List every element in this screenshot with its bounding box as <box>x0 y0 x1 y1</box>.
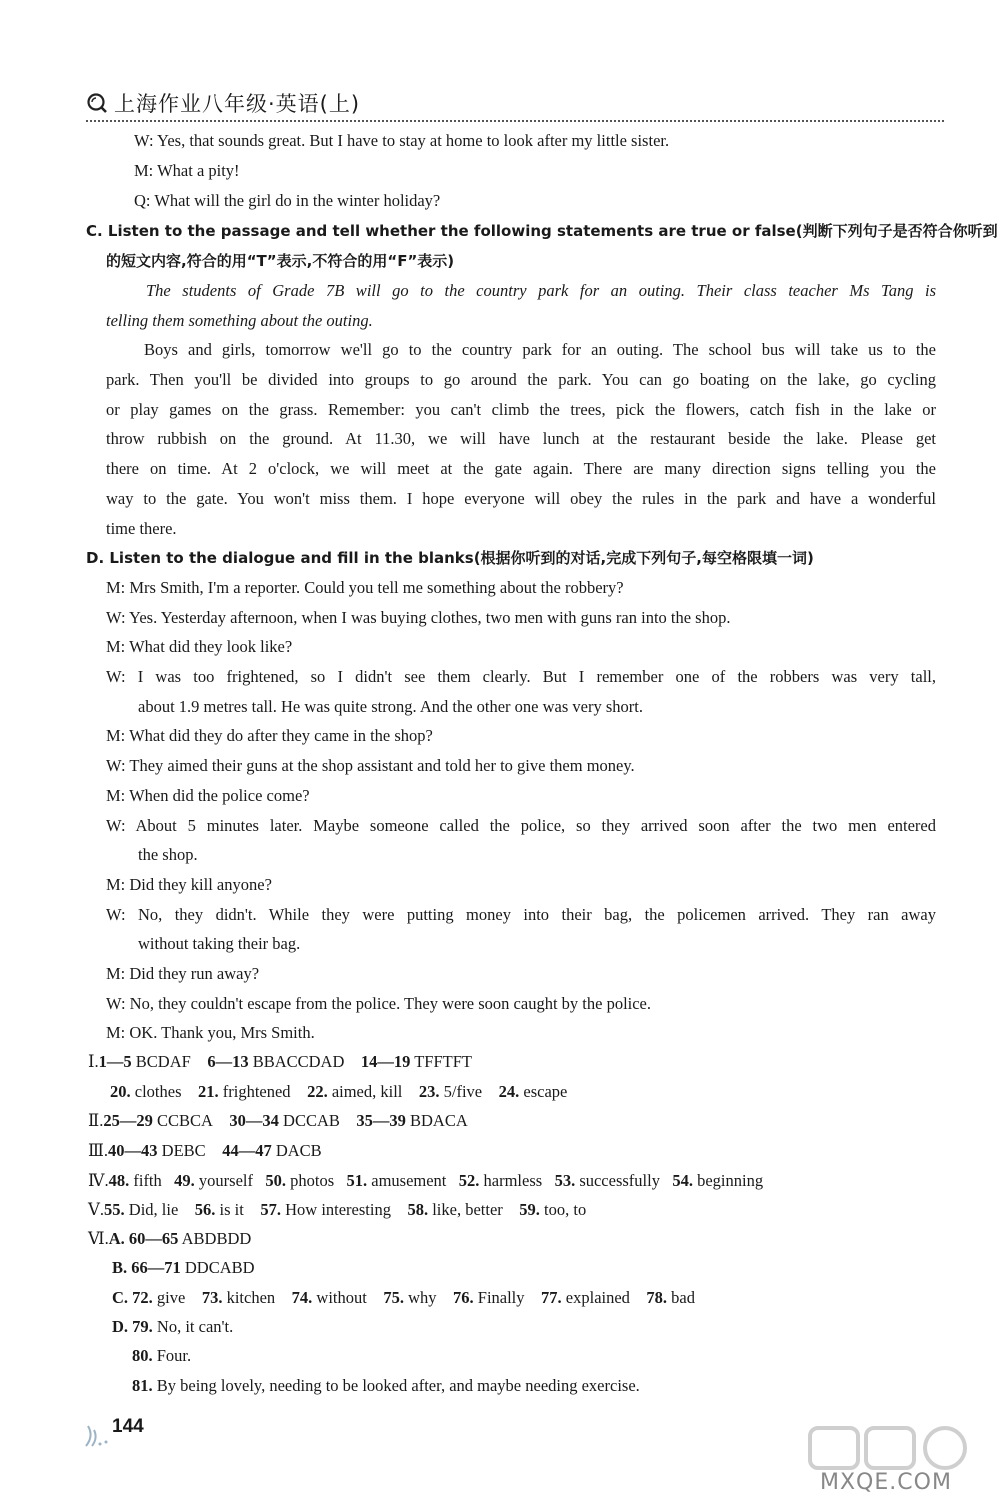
answer-row: 81. By being lovely, needing to be looked after, and maybe needing exercise. <box>132 1376 640 1395</box>
dialog-line: M: Did they run away? <box>106 964 260 983</box>
passage-line: there on time. At 2 o'clock, we will meet at the gate again. There are many direction signs telling you the <box>106 459 936 478</box>
dialog-line: W: Yes. Yesterday afternoon, when I was buying clothes, two men with guns ran into the shop. <box>106 608 731 627</box>
dialog-line: W: About 5 minutes later. Maybe someone called the police, so they arrived soon after the two men entered <box>106 816 936 835</box>
corner-decoration-icon <box>84 1418 114 1448</box>
passage-line: or play games on the grass. Remember: you can't climb the trees, pick the flowers, catch fish in the lake or <box>106 400 936 419</box>
passage-line: way to the gate. You won't miss them. I hope everyone will obey the rules in the park and have a wonderful <box>106 489 936 508</box>
dialog-line: W: Yes, that sounds great. But I have to stay at home to look after my little sister. <box>134 131 670 150</box>
answer-row: B. 66—71 DDCABD <box>112 1258 255 1277</box>
dialog-line: M: When did the police come? <box>106 786 310 805</box>
passage-line: Boys and girls, tomorrow we'll go to the country park for an outing. The school bus will take us to the <box>144 340 936 359</box>
answer-row: 80. Four. <box>132 1346 192 1365</box>
section-c-heading-cont: 的短文内容,符合的用“T”表示,不符合的用“F”表示) <box>106 252 455 270</box>
dialog-line: W: They aimed their guns at the shop assistant and told her to give them money. <box>106 756 635 775</box>
dialog-line: M: Did they kill anyone? <box>106 875 272 894</box>
section-c-intro-cont: telling them something about the outing. <box>106 311 373 330</box>
passage-line: throw rubbish on the ground. At 11.30, we will have lunch at the restaurant beside the lake. Please get <box>106 429 936 448</box>
answer-row: Ⅵ.A. 60—65 ABDBDD <box>88 1229 252 1248</box>
answer-row: Ⅴ.55. Did, lie 56. is it 57. How interesting 58. like, better 59. too, to <box>88 1200 587 1219</box>
dialog-line: without taking their bag. <box>138 934 301 953</box>
answer-row: Ⅰ.1—5 BCDAF 6—13 BBACCDAD 14—19 TFFTFT <box>88 1052 472 1071</box>
dialog-line: about 1.9 metres tall. He was quite strong. And the other one was very short. <box>138 697 643 716</box>
magnifier-logo-icon <box>86 92 108 114</box>
answer-row: C. 72. give 73. kitchen 74. without 75. why 76. Finally 77. explained 78. bad <box>112 1288 695 1307</box>
page-number: 144 <box>112 1416 144 1437</box>
answer-row: Ⅳ.48. fifth 49. yourself 50. photos 51. amusement 52. harmless 53. successfully 54. beginning <box>88 1171 764 1190</box>
dialog-line: M: What did they look like? <box>106 637 293 656</box>
dialog-line: the shop. <box>138 845 198 864</box>
dialog-line: M: Mrs Smith, I'm a reporter. Could you tell me something about the robbery? <box>106 578 624 597</box>
dialog-line: W: No, they couldn't escape from the police. They were soon caught by the police. <box>106 994 652 1013</box>
dialog-line: M: What a pity! <box>134 161 240 180</box>
section-c-intro: The students of Grade 7B will go to the country park for an outing. Their class teacher Ms Tang is <box>146 281 936 300</box>
dialog-line: M: What did they do after they came in the shop? <box>106 726 433 745</box>
answer-row: Ⅱ.25—29 CCBCA 30—34 DCCAB 35—39 BDACA <box>88 1111 468 1130</box>
passage-line: time there. <box>106 519 177 538</box>
page-header <box>86 86 946 120</box>
book-title: 上海作业八年级·英语(上) <box>114 92 361 116</box>
dialog-line: M: OK. Thank you, Mrs Smith. <box>106 1023 315 1042</box>
answer-row: 20. clothes 21. frightened 22. aimed, kill 23. 5/five 24. escape <box>110 1082 568 1101</box>
dialog-line: W: No, they didn't. While they were putting money into their bag, the policemen arrived. They ran away <box>106 905 936 924</box>
section-c-heading: C. Listen to the passage and tell whether the following statements are true or false(判断下列句子是否符合你听到 <box>86 222 998 240</box>
watermark-text: MXQE.COM <box>820 1470 952 1495</box>
answer-row: D. 79. No, it can't. <box>112 1317 234 1336</box>
header-divider <box>86 120 944 122</box>
section-d-heading: D. Listen to the dialogue and fill in the blanks(根据你听到的对话,完成下列句子,每空格限填一词) <box>86 549 814 567</box>
passage-line: park. Then you'll be divided into groups to go around the park. You can go boating on the lake, go cycling <box>106 370 936 389</box>
answer-row: Ⅲ.40—43 DEBC 44—47 DACB <box>88 1141 322 1160</box>
dialog-line: Q: What will the girl do in the winter holiday? <box>134 191 441 210</box>
dialog-line: W: I was too frightened, so I didn't see them clearly. But I remember one of the robbers was very tall, <box>106 667 936 686</box>
